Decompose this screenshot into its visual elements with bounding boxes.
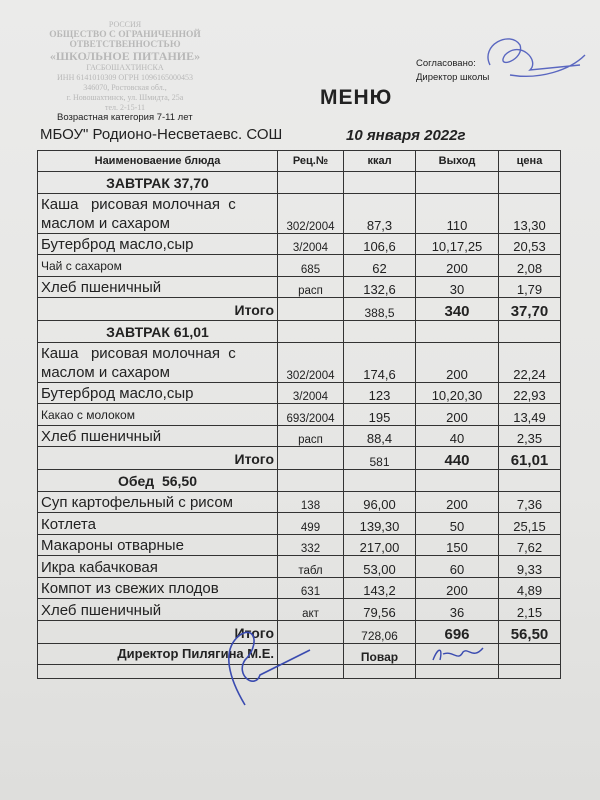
cell-rec: расп	[278, 425, 344, 447]
table-row	[38, 276, 561, 298]
cook-signature	[428, 642, 488, 666]
stamp-line: ОТВЕТСТВЕННОСТЬЮ	[69, 40, 181, 50]
cell-kcal	[344, 321, 416, 343]
cell-out: 40	[416, 425, 499, 447]
cell-name: Директор Пилягина М.Е.	[38, 643, 278, 665]
cell-price: 22,93	[499, 382, 561, 404]
stamp-line: РОССИЯ	[108, 20, 142, 29]
cell-rec: 138	[278, 491, 344, 513]
cell-out: 110	[416, 193, 499, 233]
cell-out: 200	[416, 342, 499, 382]
cell-kcal: 62	[344, 255, 416, 277]
cell-name: Какао с молоком	[38, 404, 278, 426]
director-signature-bottom	[200, 620, 320, 710]
cell-price	[499, 643, 561, 665]
cell-name: Суп картофельный с рисом	[38, 491, 278, 513]
total-row	[38, 298, 561, 321]
cell-kcal: 195	[344, 404, 416, 426]
cell-rec: 499	[278, 513, 344, 535]
cell-kcal: 96,00	[344, 491, 416, 513]
cell-kcal	[344, 470, 416, 492]
cell-name: Обед 56,50	[38, 470, 278, 492]
cell-out	[416, 321, 499, 343]
stamp-line: тел. 2-15-11	[104, 103, 146, 112]
cell-out: 60	[416, 556, 499, 578]
cell-kcal: 87,3	[344, 193, 416, 233]
approval-role: Директор школы	[416, 72, 490, 83]
cell-rec: 631	[278, 577, 344, 599]
stamp-line: г. Новошахтинск, ул. Шмидта, 25а	[66, 93, 184, 102]
table-row	[38, 534, 561, 556]
cell-out: 440	[416, 447, 499, 470]
cell-kcal: 217,00	[344, 534, 416, 556]
age-category: Возрастная категория 7-11 лет	[57, 112, 193, 123]
stamp-line: ИНН 6141010309 ОГРН 1096165000453	[57, 73, 193, 82]
cell-price: 20,53	[499, 233, 561, 255]
cell-name: ЗАВТРАК 37,70	[38, 172, 278, 194]
cell-out	[416, 172, 499, 194]
cell-rec: табл	[278, 556, 344, 578]
cell-rec: 693/2004	[278, 404, 344, 426]
cell-name: Чай с сахаром	[38, 255, 278, 277]
cell-rec: 3/2004	[278, 382, 344, 404]
cell-out: 30	[416, 276, 499, 298]
table-row	[38, 425, 561, 447]
stamp-line: ОБЩЕСТВО С ОГРАНИЧЕННОЙ	[49, 30, 201, 40]
cell-rec	[278, 321, 344, 343]
cell-kcal: 123	[344, 382, 416, 404]
approval-label: Согласовано:	[416, 58, 476, 69]
cell-out	[416, 665, 499, 679]
cell-name: Итого	[38, 298, 278, 321]
cell-price: 7,62	[499, 534, 561, 556]
cell-rec: 3/2004	[278, 233, 344, 255]
header-recipe: Рец.№	[278, 151, 344, 172]
cell-name: Котлета	[38, 513, 278, 535]
cell-name: Макароны отварные	[38, 534, 278, 556]
table-row	[38, 233, 561, 255]
table-row	[38, 513, 561, 535]
cell-name: Каша рисовая молочная с маслом и сахаром	[38, 193, 278, 233]
cell-out: 10,17,25	[416, 233, 499, 255]
cell-name: Итого	[38, 447, 278, 470]
company-stamp	[30, 20, 220, 113]
cell-out: 340	[416, 298, 499, 321]
table-row	[38, 491, 561, 513]
cell-out: 50	[416, 513, 499, 535]
cell-price: 61,01	[499, 447, 561, 470]
table-row	[38, 556, 561, 578]
cell-out: 36	[416, 599, 499, 621]
cell-name: Каша рисовая молочная с маслом и сахаром	[38, 342, 278, 382]
table-row	[38, 193, 561, 233]
cell-rec: 302/2004	[278, 342, 344, 382]
cell-price: 56,50	[499, 620, 561, 643]
stamp-line: «ШКОЛЬНОЕ ПИТАНИЕ»	[49, 49, 201, 63]
total-row	[38, 447, 561, 470]
cell-kcal: 388,5	[344, 298, 416, 321]
cell-name: Хлеб пшеничный	[38, 599, 278, 621]
header-kcal: ккал	[344, 151, 416, 172]
cell-out: 150	[416, 534, 499, 556]
cell-rec: 685	[278, 255, 344, 277]
table-row	[38, 404, 561, 426]
cell-name: Хлеб пшеничный	[38, 276, 278, 298]
cell-rec	[278, 172, 344, 194]
menu-table	[37, 150, 561, 679]
cell-out: 10,20,30	[416, 382, 499, 404]
cell-price: 9,33	[499, 556, 561, 578]
school-name: МБОУ" Родионо-Несветаевс. СОШ	[40, 126, 283, 143]
cell-kcal: 174,6	[344, 342, 416, 382]
cell-kcal	[344, 665, 416, 679]
cell-rec	[278, 447, 344, 470]
cell-rec: 332	[278, 534, 344, 556]
header-dish: Наименоваение блюда	[38, 151, 278, 172]
cell-price: 25,15	[499, 513, 561, 535]
cell-out	[416, 470, 499, 492]
cell-kcal: 581	[344, 447, 416, 470]
stamp-line: ГАСБОШАХТИНСКА	[86, 63, 164, 72]
cell-price: 1,79	[499, 276, 561, 298]
cell-kcal: 79,56	[344, 599, 416, 621]
cell-kcal: 53,00	[344, 556, 416, 578]
cell-kcal: 106,6	[344, 233, 416, 255]
cell-price: 2,15	[499, 599, 561, 621]
cell-price: 13,49	[499, 404, 561, 426]
cell-price: 13,30	[499, 193, 561, 233]
cell-kcal: 139,30	[344, 513, 416, 535]
stamp-line: 346070, Ростовская обл.,	[83, 83, 167, 92]
cell-price	[499, 470, 561, 492]
table-row	[38, 342, 561, 382]
cell-name: ЗАВТРАК 61,01	[38, 321, 278, 343]
section-row	[38, 172, 561, 194]
cell-rec: акт	[278, 599, 344, 621]
cell-rec: 302/2004	[278, 193, 344, 233]
cell-price: 7,36	[499, 491, 561, 513]
cell-out: 200	[416, 404, 499, 426]
cell-rec: расп	[278, 276, 344, 298]
cell-price: 4,89	[499, 577, 561, 599]
cell-kcal	[344, 172, 416, 194]
table-row	[38, 599, 561, 621]
menu-date: 10 января 2022г	[346, 127, 466, 144]
cell-price	[499, 172, 561, 194]
header-output: Выход	[416, 151, 499, 172]
cell-name: Компот из свежих плодов	[38, 577, 278, 599]
cell-kcal: Повар	[344, 643, 416, 665]
cell-price: 2,35	[499, 425, 561, 447]
header-price: цена	[499, 151, 561, 172]
page-title: МЕНЮ	[320, 86, 393, 109]
cell-out: 200	[416, 491, 499, 513]
cell-rec	[278, 298, 344, 321]
cell-out: 200	[416, 255, 499, 277]
cell-out: 696	[416, 620, 499, 643]
cell-kcal: 728,06	[344, 620, 416, 643]
section-row	[38, 321, 561, 343]
cell-price	[499, 665, 561, 679]
table-row	[38, 255, 561, 277]
cell-kcal: 88,4	[344, 425, 416, 447]
cell-price: 22,24	[499, 342, 561, 382]
table-row	[38, 577, 561, 599]
cell-name: Итого	[38, 620, 278, 643]
cell-name: Бутерброд масло,сыр	[38, 382, 278, 404]
table-row	[38, 382, 561, 404]
cell-name: Бутерброд масло,сыр	[38, 233, 278, 255]
cell-name: Икра кабачковая	[38, 556, 278, 578]
cell-out: 200	[416, 577, 499, 599]
cell-kcal: 132,6	[344, 276, 416, 298]
cell-kcal: 143,2	[344, 577, 416, 599]
director-signature	[470, 25, 590, 95]
cell-rec	[278, 470, 344, 492]
cell-price	[499, 321, 561, 343]
cell-price: 2,08	[499, 255, 561, 277]
cell-name: Хлеб пшеничный	[38, 425, 278, 447]
table-header	[38, 151, 561, 172]
section-row	[38, 470, 561, 492]
cell-price: 37,70	[499, 298, 561, 321]
